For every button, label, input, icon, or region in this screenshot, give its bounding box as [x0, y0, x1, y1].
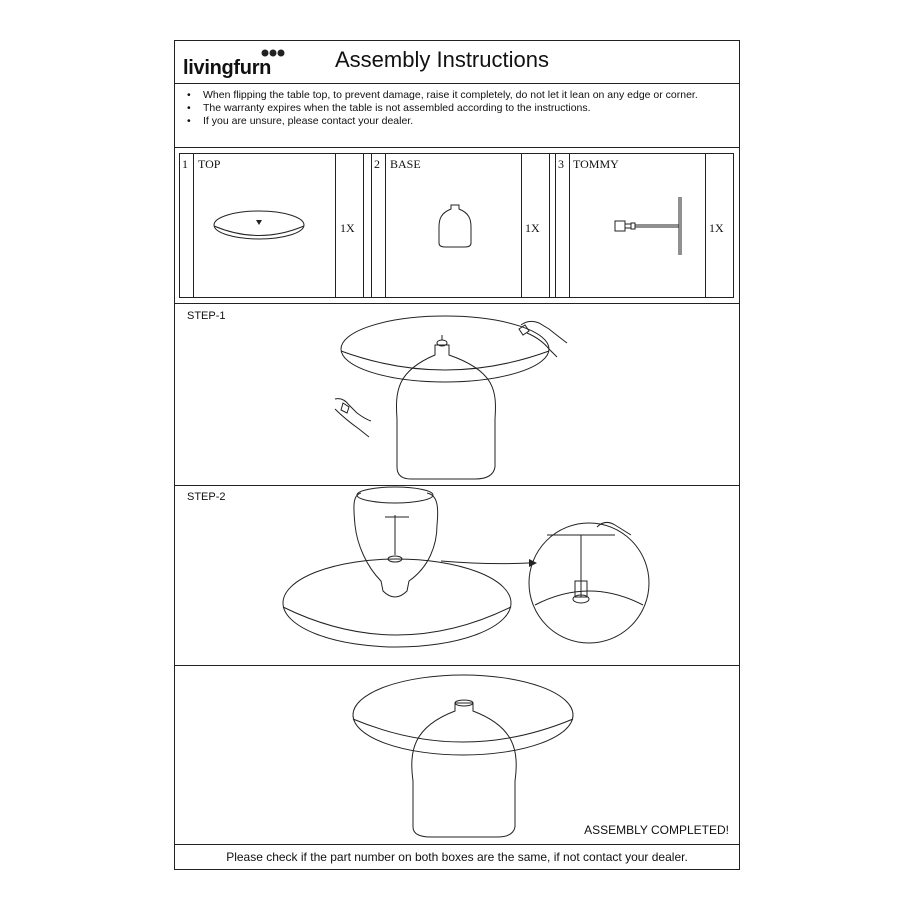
assembly-completed-label: ASSEMBLY COMPLETED! — [584, 823, 729, 837]
note-item: • If you are unsure, please contact your dealer. — [185, 115, 698, 128]
part-name: TOMMY — [573, 157, 619, 171]
step-2-illustration — [279, 485, 649, 665]
table-top-icon — [209, 209, 309, 249]
divider — [175, 147, 739, 148]
brand-logo — [183, 47, 303, 83]
part-number: 2 — [374, 157, 380, 171]
notes-list — [185, 89, 698, 128]
part-quantity: 1X — [709, 221, 724, 235]
note-item: • The warranty expires when the table is not assembled according to the instructions. — [185, 102, 698, 115]
part-quantity: 1X — [525, 221, 540, 235]
note-item: • When flipping the table top, to prevent damage, raise it completely, do not let it lean on any edge or corner. — [185, 89, 698, 102]
parts-table — [175, 153, 738, 303]
part-name: BASE — [390, 157, 421, 171]
step-label: STEP-2 — [187, 491, 226, 503]
step-label: STEP-1 — [187, 310, 226, 322]
part-name: TOP — [198, 157, 221, 171]
step-1-illustration — [335, 309, 635, 484]
part-quantity: 1X — [340, 221, 355, 235]
page-title: Assembly Instructions — [335, 47, 549, 72]
instruction-sheet — [174, 40, 740, 870]
completed-table-illustration — [351, 671, 591, 841]
base-icon — [435, 203, 475, 249]
divider — [175, 83, 739, 84]
brand-name: livingfurn — [183, 57, 272, 79]
part-number: 1 — [182, 157, 188, 171]
tommy-bar-icon — [613, 197, 693, 257]
divider — [175, 665, 739, 666]
part-number: 3 — [558, 157, 564, 171]
divider — [175, 844, 739, 845]
footer-note: Please check if the part number on both boxes are the same, if not contact your dealer. — [226, 850, 688, 864]
divider — [175, 303, 739, 304]
